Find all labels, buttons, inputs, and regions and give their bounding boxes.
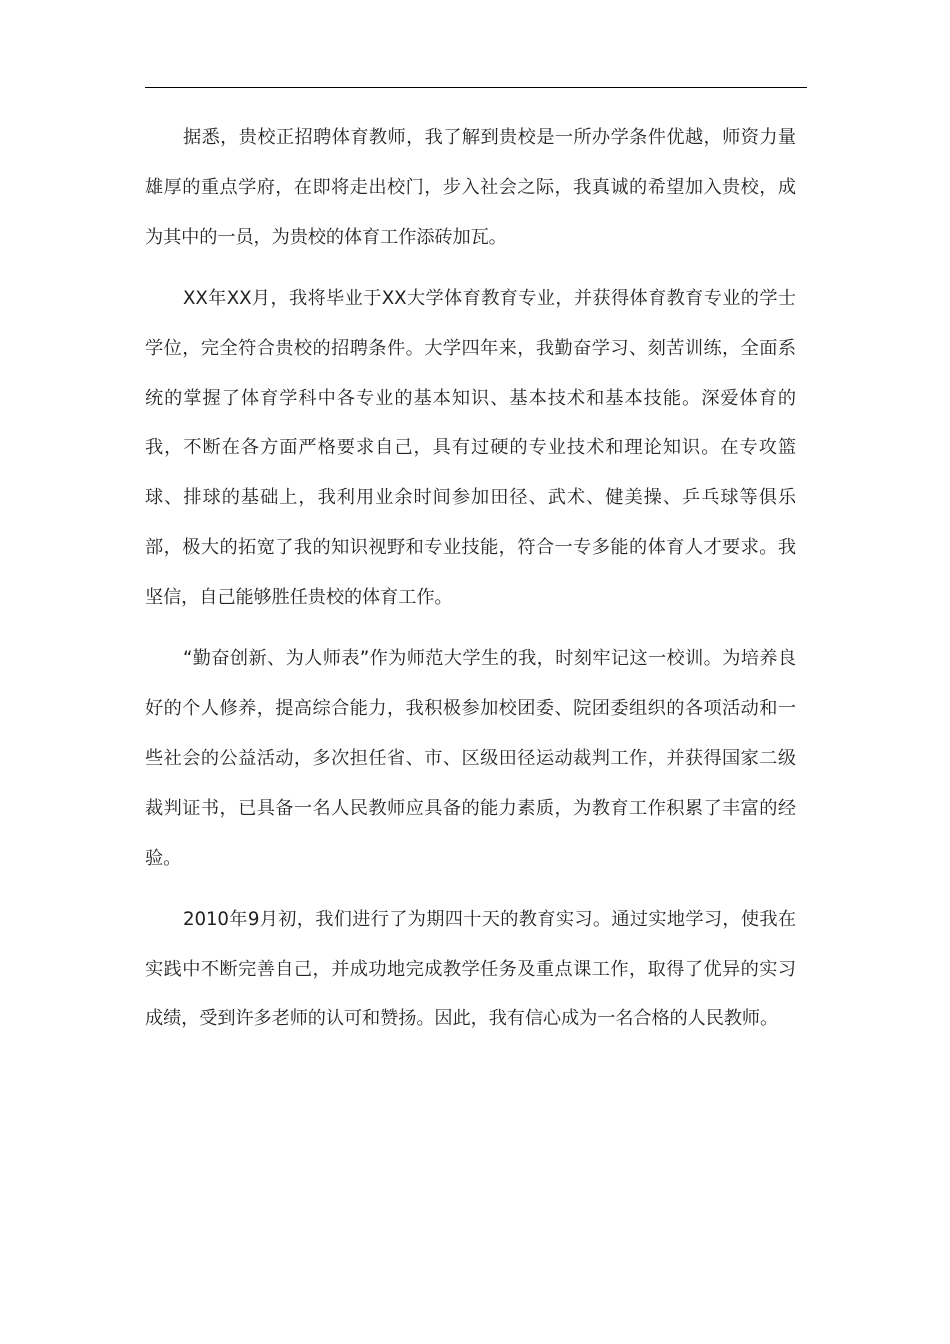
letter-body (145, 113, 796, 1055)
paragraph-4: 2010年9月初，我们进行了为期四十天的教育实习。通过实地学习，使我在实践中不断完善自己，并成功地完成教学任务及重点课工作，取得了优异的实习成绩，受到许多老师的认可和赞扬。因此，我有信心成为一名合格的人民教师。 (145, 908, 796, 1030)
header-rule (145, 87, 807, 88)
paragraph-3: “勤奋创新、为人师表”作为师范大学生的我，时刻牢记这一校训。为培养良好的个人修养，提高综合能力，我积极参加校团委、院团委组织的各项活动和一些社会的公益活动，多次担任省、市、区级田径运动裁判工作，并获得国家二级裁判证书，已具备一名人民教师应具备的能力素质，为教育工作积累了丰富的经验。 (145, 648, 796, 869)
paragraph-2: XX年XX月，我将毕业于XX大学体育教育专业，并获得体育教育专业的学士学位，完全符合贵校的招聘条件。大学四年来，我勤奋学习、刻苦训练，全面系统的掌握了体育学科中各专业的基本知识、基本技术和基本技能。深爱体育的我，不断在各方面严格要求自己，具有过硬的专业技术和理论知识。在专攻篮球、排球的基础上，我利用业余时间参加田径、武术、健美操、乒乓球等俱乐部，极大的拓宽了我的知识视野和专业技能，符合一专多能的体育人才要求。我坚信，自己能够胜任贵校的体育工作。 (145, 287, 796, 609)
paragraph-1: 据悉，贵校正招聘体育教师，我了解到贵校是一所办学条件优越，师资力量雄厚的重点学府，在即将走出校门，步入社会之际，我真诚的希望加入贵校，成为其中的一员，为贵校的体育工作添砖加瓦。 (145, 127, 796, 248)
